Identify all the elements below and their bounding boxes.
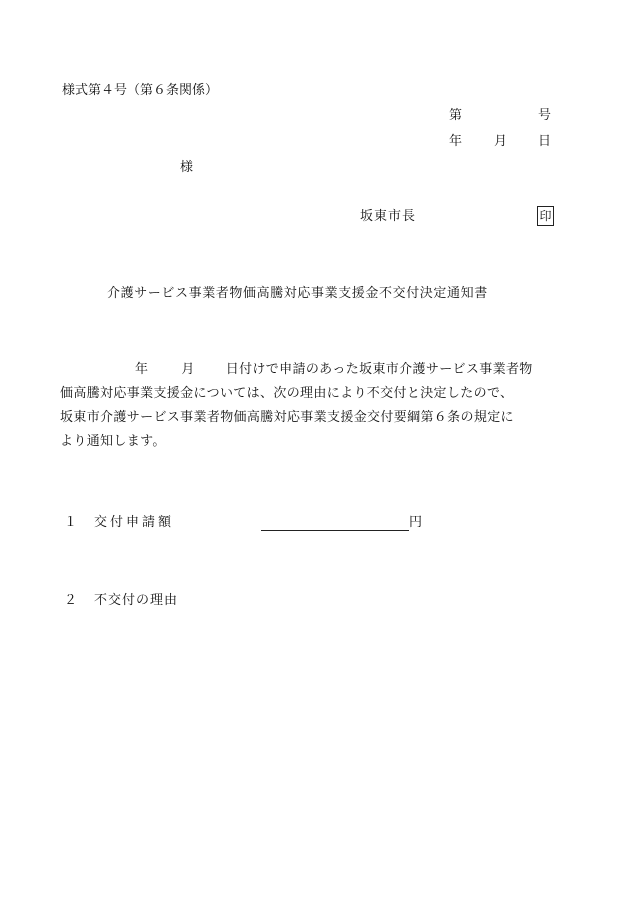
amount-field [261,515,422,531]
seal-mark: 印 [537,206,554,226]
item-2-number: ２ [64,593,78,608]
item-1-label: 交付申請額 [94,515,175,530]
document-number-prefix: 第 [449,108,463,123]
body-paragraph [60,358,580,454]
date-year: 年 [449,134,463,149]
body-line-2: 価高騰対応事業支援金については、次の理由により不交付と決定したので、 [60,386,514,401]
document-number-suffix: 号 [538,108,552,123]
issuer: 坂東市長 [360,209,417,224]
addressee-suffix: 様 [180,160,194,175]
form-number: 様式第４号（第６条関係） [62,83,219,98]
document-title: 介護サービス事業者物価高騰対応事業支援金不交付決定通知書 [107,286,488,301]
date-day: 日 [538,134,552,149]
body-line-1-text: 日付けで申請のあった坂東市介護サービス事業者物 [225,362,533,377]
body-line-1 [60,358,580,382]
item-1-number: １ [64,515,78,530]
body-year: 年 [135,362,149,377]
body-line-3: 坂東市介護サービス事業者物価高騰対応事業支援金交付要綱第６条の規定に [60,410,514,425]
amount-blank-line [261,515,409,531]
body-line-4: より通知します。 [60,434,166,449]
amount-unit: 円 [409,515,423,530]
item-2-label: 不交付の理由 [94,593,179,608]
date-month: 月 [494,134,508,149]
body-month: 月 [181,362,195,377]
